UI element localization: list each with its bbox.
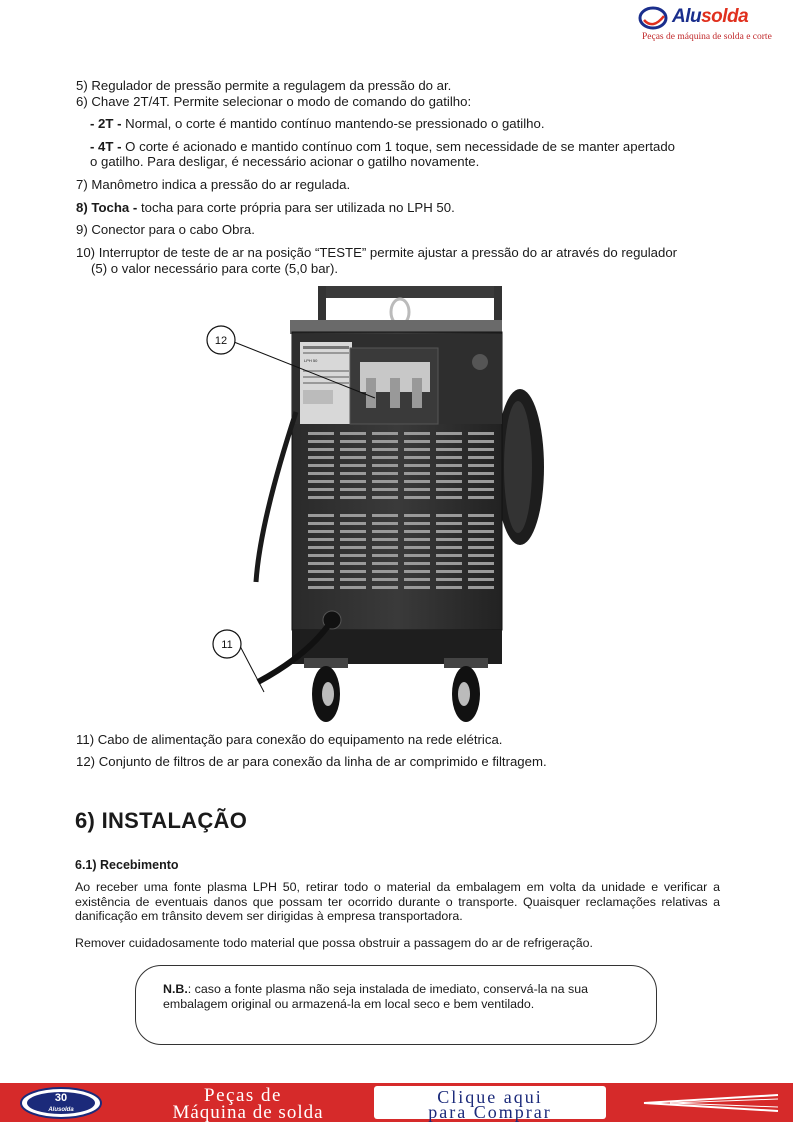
brand-subtitle: Peças de máquina de solda e corte	[642, 32, 772, 42]
note-label: N.B.	[163, 982, 188, 996]
item-6: 6) Chave 2T/4T. Permite selecionar o modo de comando do gatilho:	[76, 94, 472, 109]
item-8-label: 8) Tocha -	[76, 200, 138, 215]
paragraph-remove: Remover cuidadosamente todo material que possa obstruir a passagem do ar de refrigeração.	[75, 936, 593, 950]
brand-name	[672, 6, 748, 28]
paragraph-receipt: Ao receber uma fonte plasma LPH 50, retirar todo o material da embalagem em volta da unidade e verificar a existência de eventuais danos que possam ter ocorrido durante o transporte. Quaisquer reclamações relativas a danificação em trânsito devem ser dirigidas à empresa transportadora.	[75, 880, 720, 923]
brand-logo	[636, 4, 772, 44]
buy-button-line-2: para Comprar	[428, 1102, 552, 1122]
brand-name-part-b: solda	[701, 6, 749, 27]
item-6-4t-cont: o gatilho. Para desligar, é necessário acionar o gatilho novamente.	[90, 154, 480, 169]
anniversary-badge-icon	[18, 1086, 104, 1120]
item-10: 10) Interruptor de teste de ar na posição “TESTE” permite ajustar a pressão do ar através do regulador	[76, 245, 678, 260]
callout-11: 11	[221, 639, 233, 651]
footer-banner	[0, 1083, 793, 1122]
item-6-4t-text: O corte é acionado e mantido contínuo com 1 toque, sem necessidade de se manter apertado	[121, 139, 675, 154]
item-10-cont: (5) o valor necessário para corte (5,0 bar).	[91, 261, 339, 276]
badge-brand: Alusolda	[48, 1107, 74, 1113]
brand-name-part-a: Alu	[672, 6, 702, 27]
machine-rear-photo	[200, 282, 560, 728]
subsection-title: 6.1) Recebimento	[75, 858, 179, 872]
logo-swoosh-icon	[638, 6, 670, 30]
item-6-2t	[90, 116, 545, 131]
item-6-2t-label: - 2T -	[90, 116, 122, 131]
note-text	[163, 982, 633, 1012]
item-6-2t-text: Normal, o corte é mantido contínuo mantendo-se pressionado o gatilho.	[121, 116, 545, 131]
buy-button-line-1: Clique aqui	[437, 1087, 543, 1107]
badge-number: 30	[54, 1092, 68, 1104]
item-9: 9) Conector para o cabo Obra.	[76, 222, 255, 237]
arrow-left-icon	[640, 1089, 780, 1117]
callout-12: 12	[214, 335, 228, 347]
item-5: 5) Regulador de pressão permite a regulagem da pressão do ar.	[76, 78, 452, 93]
item-6-4t-label: - 4T -	[90, 139, 122, 154]
item-12: 12) Conjunto de filtros de ar para conexão da linha de ar comprimido e filtragem.	[76, 754, 547, 769]
banner-line-2: Máquina de solda	[172, 1102, 324, 1122]
item-8	[76, 200, 455, 215]
item-11: 11) Cabo de alimentação para conexão do equipamento na rede elétrica.	[76, 732, 503, 747]
item-8-text: tocha para corte própria para ser utilizada no LPH 50.	[137, 200, 455, 215]
plate-model: LPH 50	[304, 358, 318, 363]
banner-line-1: Peças de	[204, 1085, 282, 1106]
section-title: 6) INSTALAÇÃO	[75, 808, 248, 833]
note-box	[135, 965, 657, 1045]
item-7: 7) Manômetro indica a pressão do ar regulada.	[76, 177, 351, 192]
item-6-4t	[90, 139, 675, 154]
buy-button[interactable]	[374, 1086, 606, 1122]
note-body: : caso a fonte plasma não seja instalada de imediato, conservá-la na sua embalagem original ou armazená-la em local seco e bem ventilado.	[163, 982, 588, 1011]
